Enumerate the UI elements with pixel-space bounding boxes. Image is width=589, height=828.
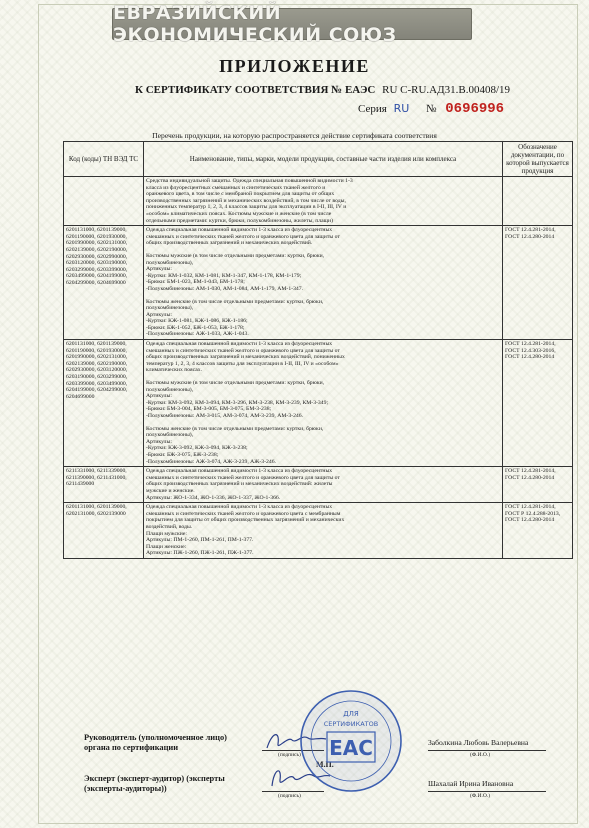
head-fio-hint: (Ф.И.О.) bbox=[470, 752, 491, 758]
header-documents: Обозначение документации, по которой выпускается продукция bbox=[503, 142, 573, 177]
description-line: -Брюки: БЖ-1-052, БЖ-1-053, БЖ-1-178; bbox=[146, 324, 245, 331]
description-line: Артикулы: bbox=[146, 393, 172, 400]
description-line: полукомбинезоны), bbox=[146, 432, 194, 439]
description-line: -Полукомбинезоны: АМ-1-030, АМ-1-084, АМ-1-179, АМ-1-347. bbox=[146, 285, 304, 292]
description-line: Одежда специальная повышенной видимости 1-3 класса из флуоресцентных bbox=[146, 468, 333, 475]
expert-fio-hint: (Ф.И.О.) bbox=[470, 793, 491, 799]
description-line: Плащи женские: bbox=[146, 543, 187, 550]
description-line: Артикулы: bbox=[146, 438, 172, 445]
certification-stamp bbox=[298, 688, 404, 794]
description-line: температур 1, 2, 3, 4 классов защиты для эксплуатации в I-II, III, IV и «особом» bbox=[146, 360, 339, 367]
description-line: климатических поясах. bbox=[146, 367, 203, 374]
description-line: смешанных и синтетических тканей желтого и оранжевого цвета для защиты от bbox=[146, 233, 340, 240]
description-line: -Полукомбинезоны: АМ-3-015, АМ-3-074, АМ-3-239, АМ-3-246. bbox=[146, 413, 304, 419]
description-line: Одежда специальная повышенной видимости 1-3 класса из флуоресцентных bbox=[146, 504, 333, 511]
list-caption: Перечень продукции, на которую распространяется действие сертификата соответствия bbox=[152, 131, 437, 140]
head-label: Руководитель (уполномоченное лицо) органа по сертификации bbox=[84, 733, 227, 752]
number-label: № bbox=[426, 103, 437, 115]
row-documents: ГОСТ 12.4.281-2014, ГОСТ Р 12.4.288-2013, ГОСТ 12.4.280-2014 bbox=[503, 503, 573, 559]
table-row bbox=[64, 340, 573, 467]
header-codes: Код (коды) ТН ВЭД ТС bbox=[64, 142, 144, 177]
description-line: Одежда специальная повышенной видимости 1-3 класса из флуоресцентных bbox=[146, 227, 333, 234]
table-row bbox=[64, 177, 573, 226]
description-line: Артикулы: ЖО-1-334, ЖО-1-336, ЖО-1-337, ЖО-1-366. bbox=[146, 494, 281, 501]
series-value: RU bbox=[393, 102, 410, 115]
head-sign-hint: (подпись) bbox=[278, 752, 301, 758]
row-documents: ГОСТ 12.4.281-2014, ГОСТ 12.4.280-2014 bbox=[503, 467, 573, 503]
table-row bbox=[64, 467, 573, 503]
row-documents: ГОСТ 12.4.281-2014, ГОСТ 12.4.303-2016, ГОСТ 12.4.280-2014 bbox=[503, 340, 573, 467]
expert-sign-hint: (подпись) bbox=[278, 793, 301, 799]
description-line: -Полукомбинезоны: АЖ-3-074, АЖ-3-239, АЖ-3-246. bbox=[146, 458, 276, 465]
description-line: «особом» климатических поясах. Костюмы мужские и женские (в том числе bbox=[146, 210, 332, 217]
table-header-row bbox=[64, 142, 573, 177]
description-line: -Брюки: БМ-1-023, БМ-1-043, БМ-1-178; bbox=[146, 279, 245, 286]
series-label: Серия bbox=[358, 103, 387, 115]
row-codes: 6201131000, 6201139000, 6201190000, 6201930000, 6201990000, 6202131000, 6202139000, 6202190000, 6202930000, 6203120000, 6203190000, 6203299000, 6203399000, 6203499000, 6204199000, 6204299000, 6204699000 bbox=[64, 340, 144, 467]
description-line: смешанных и синтетических тканей желтого и оранжевого цвета для защиты от bbox=[146, 347, 340, 354]
union-banner: ЕВРАЗИЙСКИЙ ЭКОНОМИЧЕСКИЙ СОЮЗ bbox=[112, 8, 472, 40]
row-codes: 6201131000, 6201139000, 6201190000, 6201930000, 6201990000, 6202131000, 6202139000, 6202190000, 6202930000, 6202990000, 6203120000, 6203190000, 6203299000, 6203399000, 6203499000, 6204199000, 6204299000, 6204699000 bbox=[64, 226, 144, 340]
product-table bbox=[63, 141, 573, 559]
row-codes bbox=[64, 177, 144, 226]
row-description bbox=[144, 503, 503, 559]
description-line: -Куртки: КЖ-3-092, КЖ-3-094, КЖ-3-238; bbox=[146, 445, 248, 452]
row-description bbox=[144, 340, 503, 467]
description-line: -Куртки: КМ-1-032, КМ-1-081, КМ-1-347, КМ-1-178, КМ-1-179; bbox=[146, 272, 302, 279]
certificate-subtitle bbox=[135, 84, 555, 96]
head-name: Заболкина Любовь Валерьевна bbox=[428, 738, 529, 747]
description-line: полукомбинезоны), bbox=[146, 386, 194, 393]
description-line: класса из флуоресцентных смешанных и синтетических тканей желтого и bbox=[146, 184, 326, 191]
expert-label: Эксперт (эксперт-аудитор) (эксперты (эксперты-аудиторы)) bbox=[84, 774, 225, 793]
description-line: покрытием для защиты от общих производственных загрязнений и механических bbox=[146, 517, 345, 524]
description-line: смешанных и синтетических тканей желтого и оранжевого цвета для защиты от bbox=[146, 474, 340, 481]
description-line: Артикулы: bbox=[146, 266, 172, 273]
stamp-mid-text: СЕРТИФИКАТОВ bbox=[323, 720, 379, 728]
description-line: оранжевого цвета, в том числе с мембраной покрытием для защиты от общих bbox=[146, 191, 335, 198]
description-line: пониженных температур 1, 2, 3, 4 классов защиты для эксплуатации в I-II, III, IV и bbox=[146, 204, 347, 211]
description-line: Костюмы женские (в том числе отдельными предметами: куртки, брюки, bbox=[146, 425, 324, 432]
stamp-eac-mark: ЕАС bbox=[329, 736, 373, 760]
description-line: общих производственных загрязнений и механических воздействий. bbox=[146, 240, 313, 247]
description-line: смешанных и синтетических тканей желтого и оранжевого цвета с мембранным bbox=[146, 510, 341, 517]
description-line: Средства индивидуальной защиты. Одежда специальная повышенной видимости 1-3 bbox=[146, 178, 353, 184]
description-line: полукомбинезоны), bbox=[146, 305, 194, 312]
description-line: общих производственных загрязнений и механических воздействий, пониженных bbox=[146, 354, 345, 361]
row-codes: 6211331000, 6211339000, 6211390000, 6211431000, 6211439000 bbox=[64, 467, 144, 503]
row-documents bbox=[503, 177, 573, 226]
certificate-number: RU C-RU.АД31.В.00408/19 bbox=[382, 84, 511, 96]
row-documents: ГОСТ 12.4.281-2014, ГОСТ 12.4.280-2014 bbox=[503, 226, 573, 340]
description-line: -Куртки: КЖ-1-081, КЖ-1-086, КЖ-1-186; bbox=[146, 318, 248, 325]
description-line: общих производственных загрязнений и механических воздействий: жилеты bbox=[146, 481, 333, 488]
header-description: Наименование, типы, марки, модели продукции, составные части изделия или комплекса bbox=[144, 142, 503, 177]
description-line: мужские и женские. bbox=[146, 487, 195, 494]
row-description bbox=[144, 177, 503, 226]
description-line: производственных загрязнений и механических воздействий, в том числе от воды, bbox=[146, 197, 346, 204]
row-description bbox=[144, 226, 503, 340]
description-line: Костюмы женские (в том числе отдельными предметами: куртки, брюки, bbox=[146, 298, 324, 305]
description-line: Плащи мужские: bbox=[146, 530, 187, 537]
description-line: -Брюки: БЖ-3-075, БЖ-3-238; bbox=[146, 451, 219, 458]
page-title: ПРИЛОЖЕНИЕ bbox=[219, 56, 370, 76]
description-line: отдельными предметами: куртки, брюки, полукомбинезоны, жилеты, плащи) bbox=[146, 217, 333, 224]
expert-name-line bbox=[428, 791, 546, 792]
description-line: Артикулы: ПЖ-1-260, ПЖ-1-261, ПЖ-1-377. bbox=[146, 550, 254, 557]
description-line: -Брюки: БМ-3-004, БМ-3-005, БМ-3-075, БМ-3-238; bbox=[146, 406, 272, 413]
row-codes: 6201131000, 6201139000, 6202131000, 6202139000 bbox=[64, 503, 144, 559]
series-row bbox=[358, 101, 504, 117]
description-line: воздействий, воды. bbox=[146, 523, 193, 530]
row-description bbox=[144, 467, 503, 503]
stamp-top-text: ДЛЯ bbox=[343, 710, 359, 718]
description-line: полукомбинезоны), bbox=[146, 259, 194, 266]
description-line: Артикулы: bbox=[146, 311, 172, 318]
expert-name: Шахалай Ирина Ивановна bbox=[428, 779, 514, 788]
subtitle-text: К СЕРТИФИКАТУ СООТВЕТСТВИЯ № ЕАЭС bbox=[135, 84, 376, 96]
description-line: Костюмы мужские (в том числе отдельными предметами: куртки, брюки, bbox=[146, 380, 325, 387]
description-line: -Полукомбинезоны: АЖ-1-033, АЖ-1-043. bbox=[146, 331, 249, 338]
description-line: -Куртки: КМ-3-092, КМ-3-094, КМ-3-296, КМ-3-238, КМ-3-239, КМ-3-349; bbox=[146, 399, 329, 406]
description-line: Костюмы мужские (в том числе отдельными предметами: куртки, брюки, bbox=[146, 252, 325, 259]
description-line: Артикулы: ПМ-1-260, ПМ-1-261, ПМ-1-377. bbox=[146, 537, 254, 544]
description-line: Одежда специальная повышенной видимости 1-3 класса из флуоресцентных bbox=[146, 341, 333, 348]
table-row bbox=[64, 226, 573, 340]
blank-number: 0696996 bbox=[445, 101, 505, 117]
head-name-line bbox=[428, 750, 546, 751]
table-row bbox=[64, 503, 573, 559]
